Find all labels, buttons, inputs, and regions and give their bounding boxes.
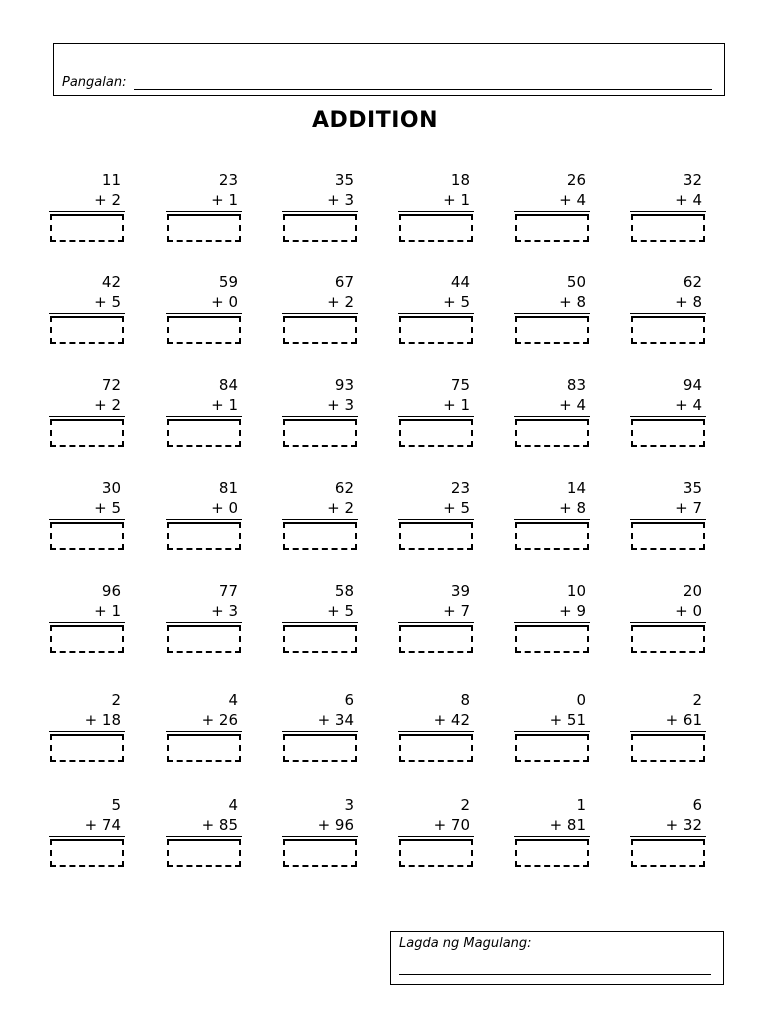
answer-box[interactable] (631, 522, 705, 550)
addend-top: 2 (692, 691, 702, 709)
problem-5-2 (166, 582, 242, 658)
addend-bottom: + 7 (675, 499, 702, 517)
sum-line (630, 211, 706, 212)
answer-box[interactable] (167, 316, 241, 344)
answer-box[interactable] (50, 522, 124, 550)
sum-line (282, 622, 358, 623)
sum-line (514, 836, 590, 837)
sum-line (282, 416, 358, 417)
sum-line (282, 313, 358, 314)
addend-bottom: + 85 (201, 816, 238, 834)
answer-box[interactable] (515, 839, 589, 867)
addend-bottom: + 2 (94, 396, 121, 414)
addend-bottom: + 81 (549, 816, 586, 834)
sum-line (630, 836, 706, 837)
addend-bottom: + 0 (211, 499, 238, 517)
addend-bottom: + 8 (559, 293, 586, 311)
addend-top: 84 (218, 376, 238, 394)
addend-bottom: + 7 (443, 602, 470, 620)
sum-line (514, 313, 590, 314)
addend-top: 67 (334, 273, 354, 291)
addend-bottom: + 5 (327, 602, 354, 620)
problem-4-2 (166, 479, 242, 555)
addend-top: 62 (334, 479, 354, 497)
addend-top: 11 (101, 171, 121, 189)
problem-1-1 (49, 171, 125, 247)
answer-box[interactable] (515, 419, 589, 447)
sum-line (398, 731, 474, 732)
sum-line (49, 731, 125, 732)
addend-bottom: + 5 (94, 499, 121, 517)
answer-box[interactable] (399, 522, 473, 550)
addend-top: 44 (450, 273, 470, 291)
addend-bottom: + 42 (433, 711, 470, 729)
addend-bottom: + 3 (211, 602, 238, 620)
addend-top: 10 (566, 582, 586, 600)
sum-line (630, 519, 706, 520)
answer-box[interactable] (167, 734, 241, 762)
answer-box[interactable] (167, 839, 241, 867)
addend-top: 35 (682, 479, 702, 497)
problem-7-3 (282, 796, 358, 872)
addend-top: 3 (344, 796, 354, 814)
addend-top: 18 (450, 171, 470, 189)
addend-bottom: + 1 (94, 602, 121, 620)
addend-top: 0 (576, 691, 586, 709)
sum-line (49, 622, 125, 623)
problem-4-6 (630, 479, 706, 555)
addend-top: 6 (692, 796, 702, 814)
answer-box[interactable] (50, 839, 124, 867)
addend-top: 39 (450, 582, 470, 600)
addend-bottom: + 34 (317, 711, 354, 729)
addend-top: 2 (111, 691, 121, 709)
problem-4-3 (282, 479, 358, 555)
problem-6-6 (630, 691, 706, 767)
name-label: Pangalan: (62, 75, 127, 90)
answer-box[interactable] (399, 214, 473, 242)
answer-box[interactable] (515, 734, 589, 762)
addend-top: 58 (334, 582, 354, 600)
problem-3-3 (282, 376, 358, 452)
answer-box[interactable] (399, 625, 473, 653)
problem-6-3 (282, 691, 358, 767)
answer-box[interactable] (631, 734, 705, 762)
problem-5-6 (630, 582, 706, 658)
addend-top: 72 (101, 376, 121, 394)
problem-6-1 (49, 691, 125, 767)
problem-4-1 (49, 479, 125, 555)
addend-bottom: + 0 (675, 602, 702, 620)
problem-7-4 (398, 796, 474, 872)
addend-top: 20 (682, 582, 702, 600)
addend-bottom: + 2 (94, 191, 121, 209)
addend-top: 23 (218, 171, 238, 189)
addend-top: 96 (101, 582, 121, 600)
addend-top: 8 (460, 691, 470, 709)
sum-line (514, 622, 590, 623)
sum-line (630, 731, 706, 732)
sum-line (514, 731, 590, 732)
problem-5-1 (49, 582, 125, 658)
sum-line (398, 211, 474, 212)
problem-1-4 (398, 171, 474, 247)
addend-bottom: + 2 (327, 293, 354, 311)
answer-box[interactable] (631, 839, 705, 867)
answer-box[interactable] (631, 625, 705, 653)
addend-bottom: + 9 (559, 602, 586, 620)
problem-2-5 (514, 273, 590, 349)
addend-bottom: + 4 (559, 191, 586, 209)
name-box (53, 43, 725, 96)
problem-3-4 (398, 376, 474, 452)
problem-1-5 (514, 171, 590, 247)
addend-top: 2 (460, 796, 470, 814)
addend-top: 94 (682, 376, 702, 394)
addend-bottom: + 18 (84, 711, 121, 729)
answer-box[interactable] (283, 625, 357, 653)
addend-top: 32 (682, 171, 702, 189)
problem-7-5 (514, 796, 590, 872)
addend-bottom: + 4 (559, 396, 586, 414)
problem-4-4 (398, 479, 474, 555)
addend-bottom: + 74 (84, 816, 121, 834)
problem-7-1 (49, 796, 125, 872)
problem-2-6 (630, 273, 706, 349)
answer-box[interactable] (50, 214, 124, 242)
addend-top: 5 (111, 796, 121, 814)
sum-line (49, 313, 125, 314)
problem-6-5 (514, 691, 590, 767)
answer-box[interactable] (167, 522, 241, 550)
answer-box[interactable] (167, 214, 241, 242)
addend-top: 77 (218, 582, 238, 600)
addend-bottom: + 4 (675, 191, 702, 209)
addend-top: 42 (101, 273, 121, 291)
sum-line (630, 622, 706, 623)
answer-box[interactable] (631, 316, 705, 344)
problem-5-4 (398, 582, 474, 658)
problem-2-4 (398, 273, 474, 349)
addend-bottom: + 70 (433, 816, 470, 834)
problem-5-3 (282, 582, 358, 658)
addend-bottom: + 8 (675, 293, 702, 311)
addend-bottom: + 5 (94, 293, 121, 311)
problem-5-5 (514, 582, 590, 658)
addend-top: 1 (576, 796, 586, 814)
answer-box[interactable] (50, 316, 124, 344)
answer-box[interactable] (515, 625, 589, 653)
addend-bottom: + 96 (317, 816, 354, 834)
answer-box[interactable] (283, 316, 357, 344)
answer-box[interactable] (50, 625, 124, 653)
addend-top: 81 (218, 479, 238, 497)
answer-box[interactable] (515, 522, 589, 550)
addend-bottom: + 1 (211, 396, 238, 414)
addend-bottom: + 51 (549, 711, 586, 729)
page-title: ADDITION (311, 108, 439, 133)
sum-line (398, 313, 474, 314)
answer-box[interactable] (167, 625, 241, 653)
answer-box[interactable] (283, 734, 357, 762)
problem-6-4 (398, 691, 474, 767)
addend-top: 62 (682, 273, 702, 291)
answer-box[interactable] (50, 734, 124, 762)
problem-1-6 (630, 171, 706, 247)
signature-field[interactable] (399, 974, 711, 975)
problem-1-2 (166, 171, 242, 247)
addend-top: 75 (450, 376, 470, 394)
sum-line (49, 836, 125, 837)
problem-7-6 (630, 796, 706, 872)
answer-box[interactable] (283, 419, 357, 447)
problem-3-1 (49, 376, 125, 452)
addend-bottom: + 4 (675, 396, 702, 414)
problem-7-2 (166, 796, 242, 872)
problem-6-2 (166, 691, 242, 767)
signature-box (390, 931, 724, 985)
problem-3-6 (630, 376, 706, 452)
problem-3-2 (166, 376, 242, 452)
addend-bottom: + 32 (665, 816, 702, 834)
problem-3-5 (514, 376, 590, 452)
addend-top: 6 (344, 691, 354, 709)
addend-top: 23 (450, 479, 470, 497)
answer-box[interactable] (283, 214, 357, 242)
addend-top: 30 (101, 479, 121, 497)
sum-line (282, 731, 358, 732)
sum-line (166, 836, 242, 837)
addend-bottom: + 5 (443, 293, 470, 311)
answer-box[interactable] (399, 316, 473, 344)
answer-box[interactable] (515, 316, 589, 344)
sum-line (282, 211, 358, 212)
addend-top: 83 (566, 376, 586, 394)
problem-1-3 (282, 171, 358, 247)
addend-bottom: + 3 (327, 191, 354, 209)
sum-line (398, 836, 474, 837)
answer-box[interactable] (167, 419, 241, 447)
addend-bottom: + 2 (327, 499, 354, 517)
addend-top: 50 (566, 273, 586, 291)
addend-top: 4 (228, 796, 238, 814)
addend-top: 14 (566, 479, 586, 497)
addend-bottom: + 1 (211, 191, 238, 209)
sum-line (514, 519, 590, 520)
answer-box[interactable] (399, 839, 473, 867)
signature-label: Lagda ng Magulang: (399, 936, 532, 951)
addend-bottom: + 3 (327, 396, 354, 414)
addend-top: 35 (334, 171, 354, 189)
sum-line (166, 211, 242, 212)
answer-box[interactable] (515, 214, 589, 242)
answer-box[interactable] (631, 214, 705, 242)
sum-line (514, 416, 590, 417)
sum-line (630, 416, 706, 417)
sum-line (282, 836, 358, 837)
addend-bottom: + 26 (201, 711, 238, 729)
sum-line (630, 313, 706, 314)
answer-box[interactable] (283, 522, 357, 550)
sum-line (166, 731, 242, 732)
answer-box[interactable] (631, 419, 705, 447)
answer-box[interactable] (399, 419, 473, 447)
sum-line (49, 519, 125, 520)
problem-2-2 (166, 273, 242, 349)
sum-line (398, 622, 474, 623)
addend-top: 93 (334, 376, 354, 394)
name-field[interactable] (134, 89, 712, 90)
addend-top: 4 (228, 691, 238, 709)
sum-line (166, 519, 242, 520)
answer-box[interactable] (399, 734, 473, 762)
answer-box[interactable] (283, 839, 357, 867)
sum-line (398, 519, 474, 520)
problem-2-1 (49, 273, 125, 349)
sum-line (166, 622, 242, 623)
problem-2-3 (282, 273, 358, 349)
sum-line (282, 519, 358, 520)
addend-bottom: + 61 (665, 711, 702, 729)
sum-line (398, 416, 474, 417)
sum-line (514, 211, 590, 212)
addend-bottom: + 0 (211, 293, 238, 311)
sum-line (49, 211, 125, 212)
addend-top: 26 (566, 171, 586, 189)
problem-4-5 (514, 479, 590, 555)
addend-bottom: + 5 (443, 499, 470, 517)
addend-bottom: + 1 (443, 191, 470, 209)
addend-bottom: + 1 (443, 396, 470, 414)
sum-line (166, 416, 242, 417)
sum-line (166, 313, 242, 314)
addend-top: 59 (218, 273, 238, 291)
addend-bottom: + 8 (559, 499, 586, 517)
answer-box[interactable] (50, 419, 124, 447)
sum-line (49, 416, 125, 417)
